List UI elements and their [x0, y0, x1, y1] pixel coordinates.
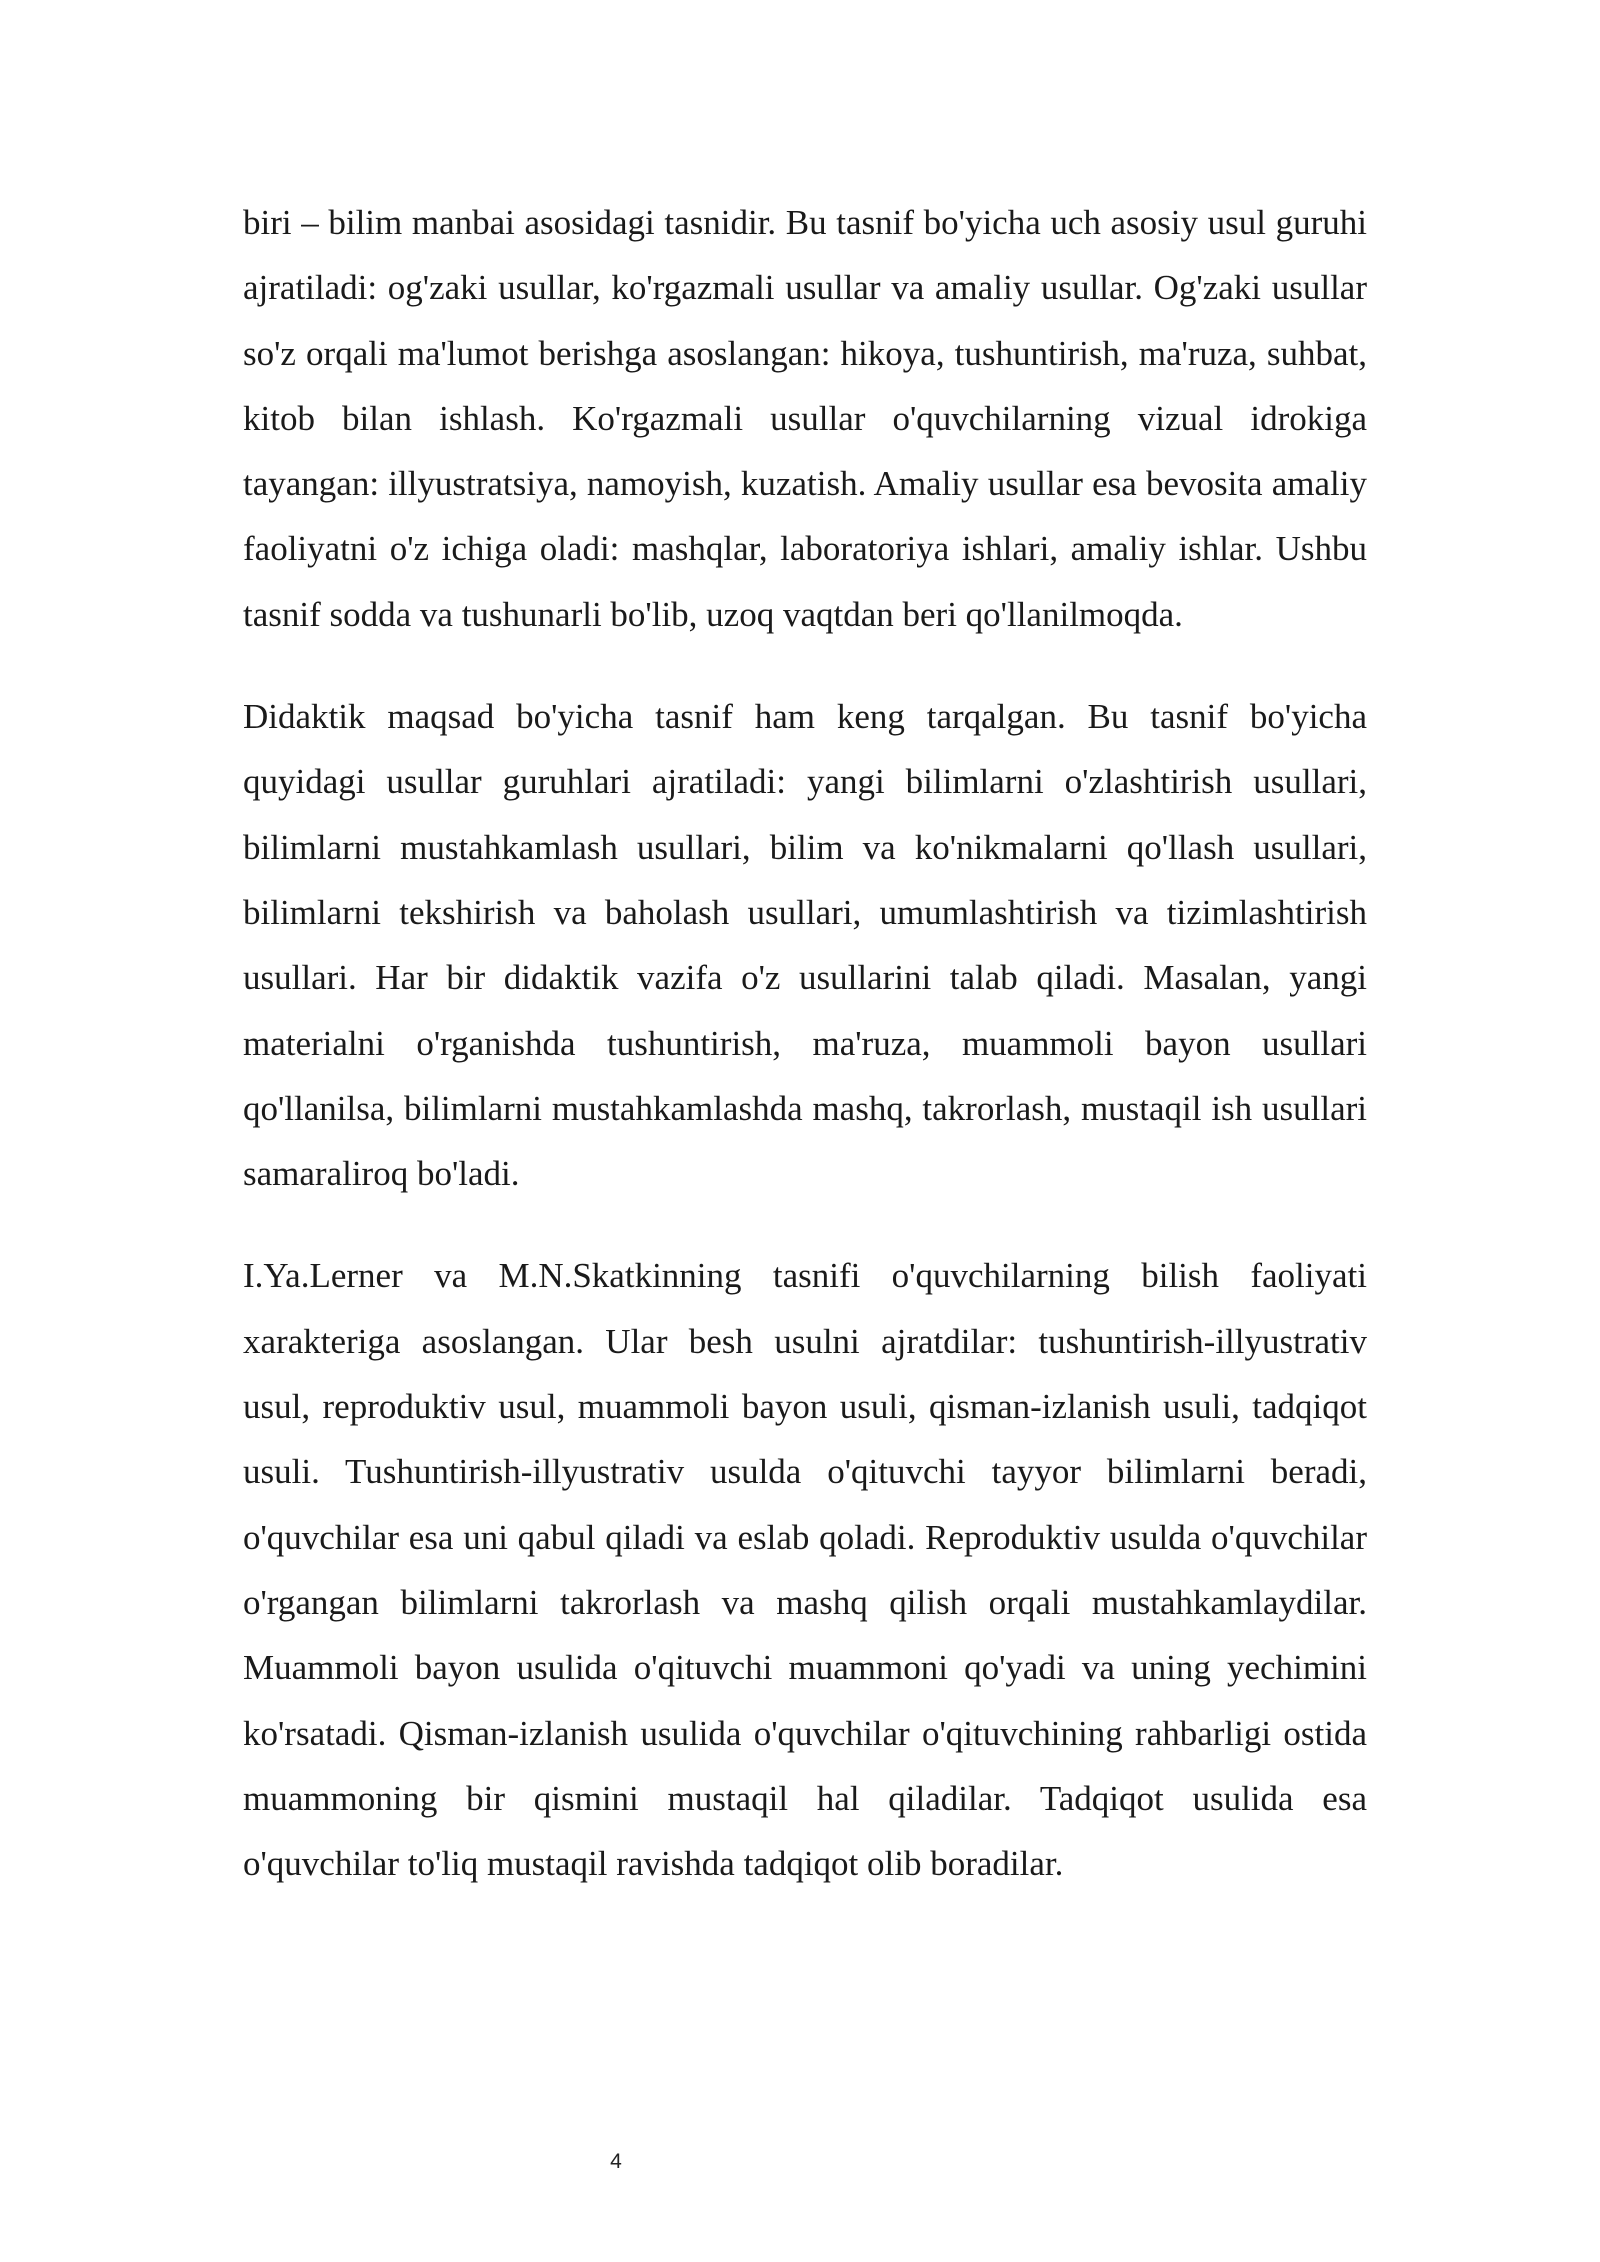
paragraph-1: biri – bilim manbai asosidagi tasnidir. Bu tasnif bo'yicha uch asosiy usul guruhi ajratiladi: og'zaki usullar, ko'rgazmali usullar va amaliy usullar. Og'zaki usullar so'z orqali ma'lumot berishga asoslangan: hikoya, tushuntirish, ma'ruza, suhbat, kitob bilan ishlash. Ko'rgazmali usullar o'quvchilarning vizual idrokiga tayangan: illyustratsiya, namoyish, kuzatish. Amaliy usullar esa bevosita amaliy faoliyatni o'z ichiga oladi: mashqlar, laboratoriya ishlari, amaliy ishlar. Ushbu tasnif sodda va tushunarli bo'lib, uzoq vaqtdan beri qo'llanilmoqda. — [243, 203, 1367, 634]
body-text — [243, 190, 1367, 1896]
paragraph-3: I.Ya.Lerner va M.N.Skatkinning tasnifi o'quvchilarning bilish faoliyati xarakteriga asoslangan. Ular besh usulni ajratdilar: tushuntirish-illyustrativ usul, reproduktiv usul, muammoli bayon usuli, qisman-izlanish usuli, tadqiqot usuli. Tushuntirish-illyustrativ usulda o'qituvchi tayyor bilimlarni beradi, o'quvchilar esa uni qabul qiladi va eslab qoladi. Reproduktiv usulda o'quvchilar o'rgangan bilimlarni takrorlash va mashq qilish orqali mustahkamlaydilar. Muammoli bayon usulida o'qituvchi muammoni qo'yadi va uning yechimini ko'rsatadi. Qisman-izlanish usulida o'quvchilar o'qituvchining rahbarligi ostida muammoning bir qismini mustaqil hal qiladilar. Tadqiqot usulida esa o'quvchilar to'liq mustaqil ravishda tadqiqot olib boradilar. — [243, 1256, 1367, 1884]
paragraph-2: Didaktik maqsad bo'yicha tasnif ham keng tarqalgan. Bu tasnif bo'yicha quyidagi usullar guruhlari ajratiladi: yangi bilimlarni o'zlashtirish usullari, bilimlarni mustahkamlash usullari, bilim va ko'nikmalarni qo'llash usullari, bilimlarni tekshirish va baholash usullari, umumlashtirish va tizimlashtirish usullari. Har bir didaktik vazifa o'z usullarini talab qiladi. Masalan, yangi materialni o'rganishda tushuntirish, ma'ruza, muammoli bayon usullari qo'llanilsa, bilimlarni mustahkamlashda mashq, takrorlash, mustaqil ish usullari samaraliroq bo'ladi. — [243, 697, 1367, 1194]
page-number: 4 — [610, 2150, 622, 2173]
